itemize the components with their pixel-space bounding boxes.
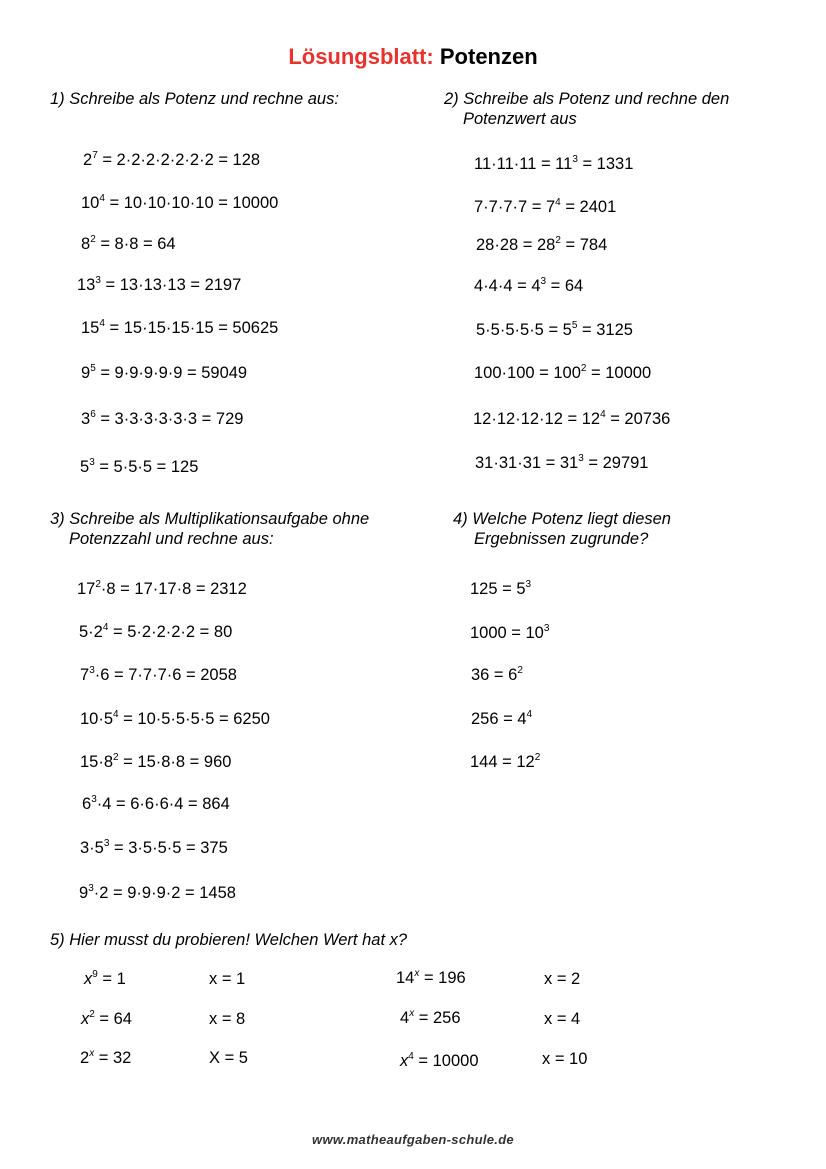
s1-equation: $3^6 = 3\cdot 3\cdot 3\cdot 3\cdot 3\cdot 3 = 729$ [81,408,244,428]
s5-equation: $x^2 = 64$ [81,1008,132,1028]
s1-equation: $15^4 = 15\cdot 15\cdot 15\cdot 15 = 50625$ [81,317,279,337]
s5-equation: $x^4 = 10000$ [400,1050,479,1070]
s3-equation: $6^3\cdot 4 = 6\cdot 6\cdot 6\cdot 4 = 864$ [82,793,230,813]
page-title [0,44,826,70]
s2-equation: $31\cdot 31\cdot 31 = 31^3 = 29791$ [475,452,649,472]
s2-equation: $28\cdot 28 = 28^2 = 784$ [476,234,608,254]
section-3-heading: 3) Schreibe als Multiplikationsaufgabe ohne Potenzzahl und rechne aus: [50,510,370,548]
s5-equation: $14^x = 196$ [396,967,466,987]
s4-equation: $36 = 6^2$ [471,664,523,684]
s5-answer: x = 1 [209,970,246,988]
s5-answer: x = 10 [542,1050,588,1068]
s2-equation: $100\cdot 100 = 100^2 = 10000$ [474,362,652,382]
s5-answer: X = 5 [209,1049,248,1067]
s4-equation: $256 = 4^4$ [471,708,533,728]
s5-equation: $x^9 = 1$ [84,968,126,988]
s5-answer: x = 4 [544,1010,581,1028]
title-main: Potenzen [439,44,538,69]
s1-equation: $13^3 = 13\cdot 13\cdot 13 = 2197$ [77,274,242,294]
section-5-heading: 5) Hier musst du probieren! Welchen Wert hat x? [50,931,408,949]
s2-equation: $7\cdot 7\cdot 7\cdot 7 = 7^4 = 2401$ [474,196,617,216]
s3-equation: $17^2\cdot 8 = 17\cdot 17\cdot 8 = 2312$ [77,578,247,598]
section-1-heading: 1) Schreibe als Potenz und rechne aus: [50,90,339,108]
s4-equation: $125 = 5^3$ [470,578,532,598]
s5-answer: x = 8 [209,1010,246,1028]
s1-equation: $9^5 = 9\cdot 9\cdot 9\cdot 9\cdot 9 = 59049$ [81,362,248,382]
s3-equation: $10\cdot 5^4 = 10\cdot 5\cdot 5\cdot 5\cdot 5 = 6250$ [80,708,270,728]
s1-equation: $8^2 = 8\cdot 8 = 64$ [81,233,176,253]
s2-equation: $11\cdot 11\cdot 11 = 11^3 = 1331$ [474,153,634,173]
s3-equation: $3\cdot 5^3 = 3\cdot 5\cdot 5\cdot 5 = 375$ [80,837,228,857]
s1-equation: $5^3 = 5\cdot 5\cdot 5 = 125$ [80,456,199,476]
footer-url: www.matheaufgaben-schule.de [312,1132,514,1147]
s4-equation: $1000 = 10^3$ [470,622,550,642]
s3-equation: $9^3\cdot 2 = 9\cdot 9\cdot 9\cdot 2 = 1458$ [79,882,236,902]
s5-equation: $2^x = 32$ [80,1047,132,1067]
s1-equation: $10^4 = 10\cdot 10\cdot 10\cdot 10 = 10000$ [81,192,279,212]
s3-equation: $5\cdot 2^4 = 5\cdot 2\cdot 2\cdot 2\cdot 2 = 80$ [79,621,233,641]
s2-equation: $4\cdot 4\cdot 4 = 4^3 = 64$ [474,275,584,295]
s2-equation: $12\cdot 12\cdot 12\cdot 12 = 12^4 = 20736$ [473,408,671,428]
section-2-heading: 2) Schreibe als Potenz und rechne den Potenzwert aus [444,90,730,128]
section-4-heading: 4) Welche Potenz liegt diesen Ergebnissen zugrunde? [453,510,671,548]
s1-equation: $2^7 = 2\cdot 2\cdot 2\cdot 2\cdot 2\cdot 2\cdot 2 = 128$ [83,149,261,169]
s3-equation: $15\cdot 8^2 = 15\cdot 8\cdot 8 = 960$ [80,751,232,771]
title-prefix: Lösungsblatt: [288,44,434,69]
s4-equation: $144 = 12^2$ [470,751,541,771]
s3-equation: $7^3\cdot 6 = 7\cdot 7\cdot 7\cdot 6 = 2058$ [80,664,237,684]
s5-answer: x = 2 [544,970,581,988]
s5-equation: $4^x = 256$ [400,1007,461,1027]
s2-equation: $5\cdot 5\cdot 5\cdot 5\cdot 5 = 5^5 = 3125$ [476,319,633,339]
